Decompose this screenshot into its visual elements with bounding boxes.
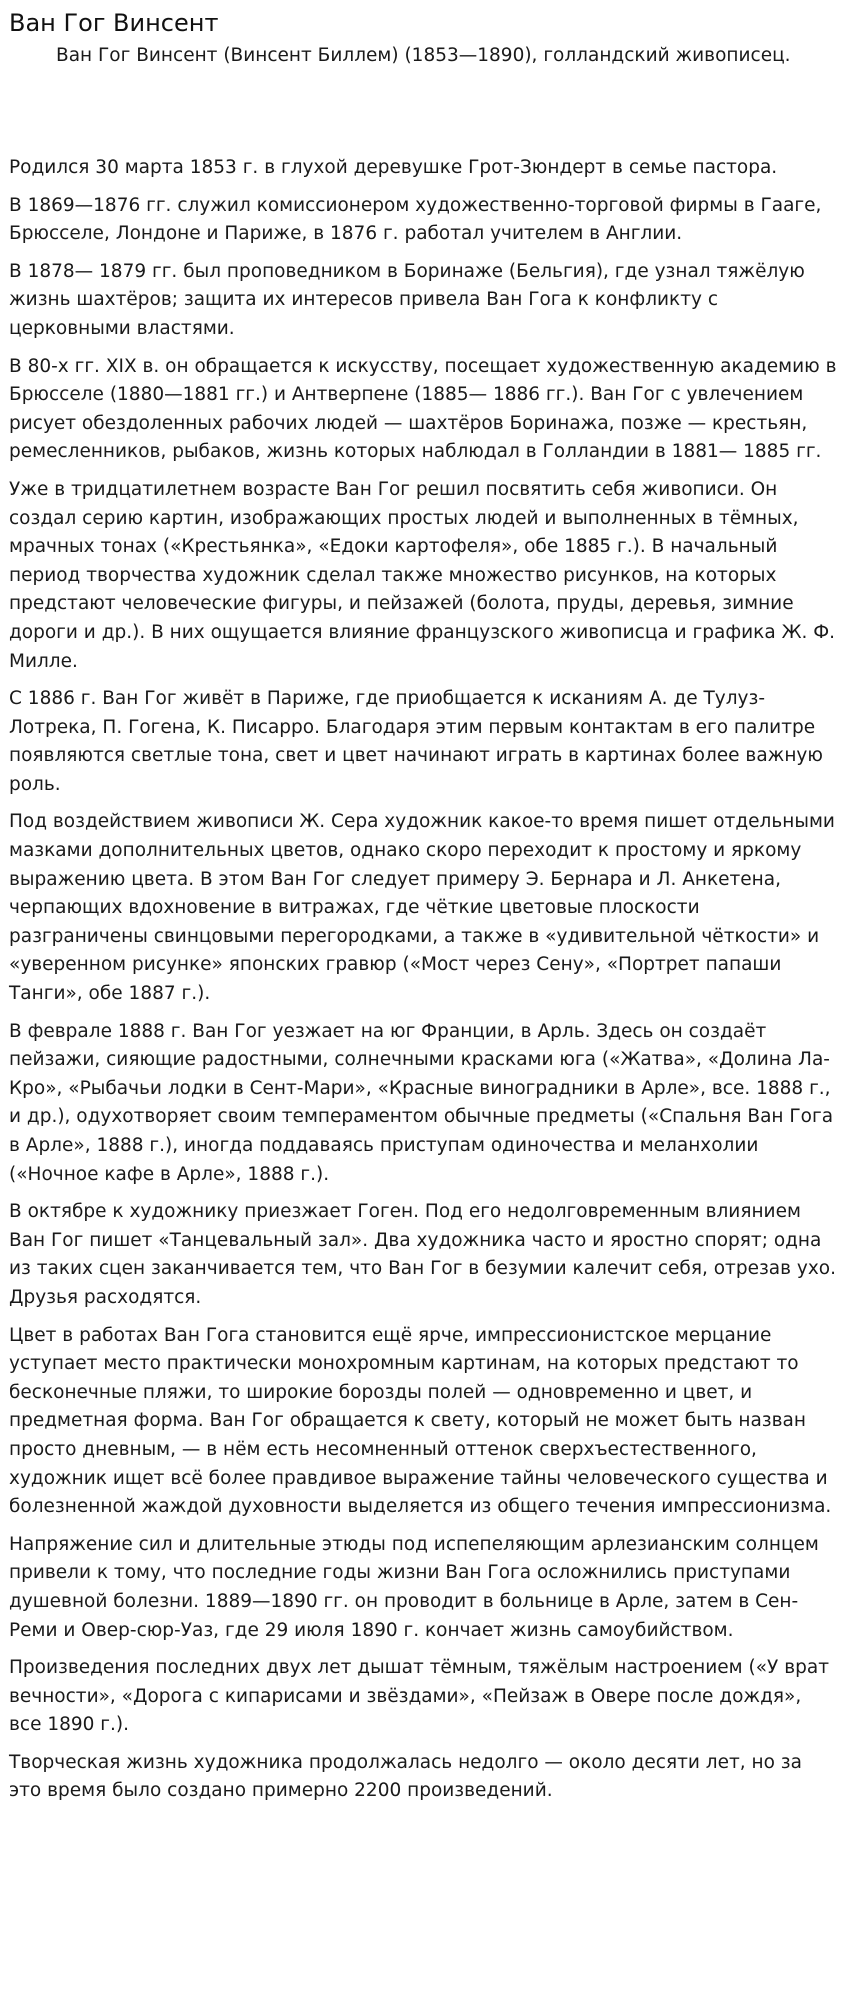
- article-lead: Ван Гог Винсент (Винсент Биллем) (1853—1890), голландский живописец.: [56, 45, 791, 66]
- paragraph: В 1869—1876 гг. служил комиссионером художественно-торговой фирмы в Гааге, Брюсселе, Лондоне и Париже, в 1876 г. работал учителем в Англии.: [9, 194, 822, 245]
- paragraph: Родился 30 марта 1853 г. в глухой деревушке Грот-Зюндерт в семье пастора.: [9, 157, 778, 178]
- paragraph: Напряжение сил и длительные этюды под испепеляющим арлезианским солнцем привели к тому, что последние годы жизни Ван Гога осложнились приступами душевной болезни. 1889—1890 гг. он проводит в больнице в Арле, затем в Сен-Реми и Овер-сюр-Уаз, где 29 июля 1890 г. кончает жизнь самоубийством.: [9, 1533, 819, 1641]
- paragraph: В 80-х гг. XIX в. он обращается к искусству, посещает художественную академию в Брюсселе (1880—1881 гг.) и Антверпене (1885— 1886 гг.). Ван Гог с увлечением рисует обездоленных рабочих людей — шахтёров Боринажа, позже — крестьян, ремесленников, рыбаков, жизнь которых наблюдал в Голландии в 1881— 1885 гг.: [9, 355, 837, 463]
- paragraph: Уже в тридцатилетнем возрасте Ван Гог решил посвятить себя живописи. Он создал серию картин, изображающих простых людей и выполненных в тёмных, мрачных тонах («Крестьянка», «Едоки картофеля», обе 1885 г.). В начальный период творчества художник сделал также множество рисунков, на которых предстают человеческие фигуры, и пейзажей (болота, пруды, деревья, зимние дороги и др.). В них ощущается влияние французского живописца и графика Ж. Ф. Милле.: [9, 478, 836, 672]
- paragraph: С 1886 г. Ван Гог живёт в Париже, где приобщается к исканиям А. де Тулуз-Лотрека, П. Гогена, К. Писарро. Благодаря этим первым контактам в его палитре появляются светлые тона, свет и цвет начинают играть в картинах более важную роль.: [9, 688, 823, 795]
- article-body: [9, 154, 837, 1806]
- paragraph: Творческая жизнь художника продолжалась недолго — около десяти лет, но за это время было создано примерно 2200 произведений.: [9, 1751, 802, 1802]
- paragraph: Произведения последних двух лет дышат тёмным, тяжёлым настроением («У врат вечности», «Дорога с кипарисами и звёздами», «Пейзаж в Овере после дождя», все 1890 г.).: [9, 1657, 829, 1736]
- paragraph: В феврале 1888 г. Ван Гог уезжает на юг Франции, в Арль. Здесь он создаёт пейзажи, сияющие радостными, солнечными красками юга («Жатва», «Долина Ла-Кро», «Рыбачьи лодки в Сент-Мари», «Красные виноградники в Арле», все. 1888 г., и др.), одухотворяет своим темпераментом обычные предметы («Спальня Ван Гога в Арле», 1888 г.), иногда поддаваясь приступам одиночества и меланхолии («Ночное кафе в Арле», 1888 г.).: [9, 1020, 834, 1185]
- lead-spacer: [9, 70, 837, 154]
- paragraph: Под воздействием живописи Ж. Сера художник какое-то время пишет отдельными мазками дополнительных цветов, однако скоро переходит к простому и яркому выражению цвета. В этом Ван Гог следует примеру Э. Бернара и Л. Анкетена, черпающих вдохновение в витражах, где чёткие цветовые плоскости разграничены свинцовыми перегородками, а также в «удивительной чёткости» и «уверенном рисунке» японских гравюр («Мост через Сену», «Портрет папаши Танги», обе 1887 г.).: [9, 811, 835, 1005]
- paragraph: В 1878— 1879 гг. был проповедником в Боринаже (Бельгия), где узнал тяжёлую жизнь шахтёров; защита их интересов привела Ван Гога к конфликту с церковными властями.: [9, 260, 805, 339]
- paragraph: Цвет в работах Ван Гога становится ещё ярче, импрессионистское мерцание уступает место практически монохромным картинам, на которых предстают то бесконечные пляжи, то широкие борозды полей — одновременно и цвет, и предметная форма. Ван Гог обращается к свету, который не может быть назван просто дневным, — в нём есть несомненный оттенок сверхъестественного, художник ищет всё более правдивое выражение тайны человеческого существа и болезненной жаждой духовности выделяется из общего течения импрессионизма.: [9, 1324, 832, 1518]
- paragraph: В октябре к художнику приезжает Гоген. Под его недолговременным влиянием Ван Гог пишет «Танцевальный зал». Два художника часто и яростно спорят; одна из таких сцен заканчивается тем, что Ван Гог в безумии калечит себя, отрезав ухо. Друзья расходятся.: [9, 1201, 836, 1308]
- page-title: Ван Гог Винсент: [9, 9, 219, 37]
